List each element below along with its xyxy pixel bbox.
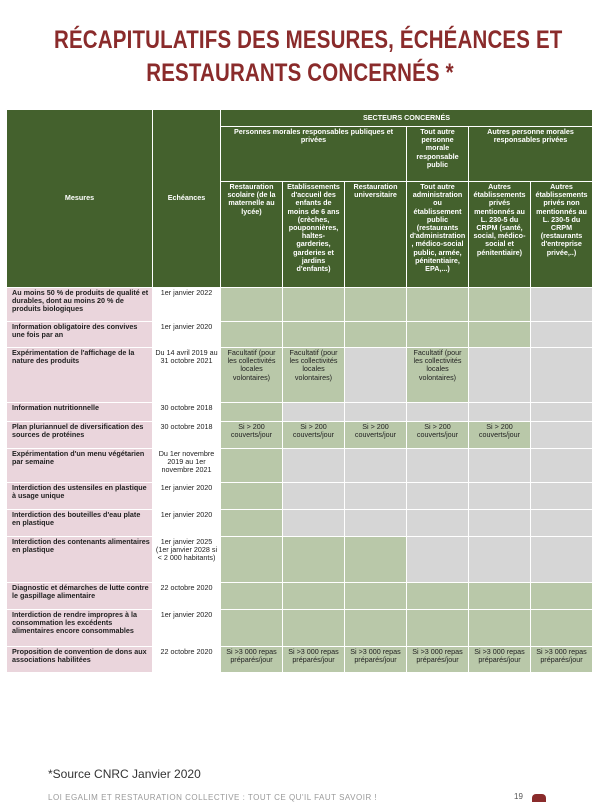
sector-cell: [407, 583, 469, 610]
sector-cell: Si > 200 couverts/jour: [283, 422, 345, 449]
sector-cell: [531, 610, 593, 647]
sector-cell: Si >3 000 repas préparés/jour: [407, 647, 469, 673]
sector-cell: Facultatif (pour les collectivités locales volontaires): [221, 348, 283, 403]
sector-cell: [345, 348, 407, 403]
sector-cell: [345, 510, 407, 537]
sector-cell: [531, 483, 593, 510]
sector-cell: [221, 483, 283, 510]
table-row: [7, 403, 593, 422]
sector-cell: [407, 403, 469, 422]
echeance-cell: 1er janvier 2020: [153, 322, 221, 348]
sector-cell: Facultatif (pour les collectivités locales volontaires): [407, 348, 469, 403]
sector-cell: Si >3 000 repas préparés/jour: [531, 647, 593, 673]
subheader-prive-mentionne: Autres établissements privés mentionnés au L. 230-5 du CRPM (santé, social, médico-social et pénitentiaire): [469, 182, 531, 288]
sector-cell: [221, 583, 283, 610]
table-row: [7, 322, 593, 348]
sector-cell: [407, 610, 469, 647]
mesure-cell: Interdiction de rendre impropres à la consommation les excédents alimentaires encore consommables: [7, 610, 153, 647]
sector-cell: [407, 483, 469, 510]
sector-cell: [469, 610, 531, 647]
page-title-line-1: RÉCAPITULATIFS DES MESURES, ÉCHÉANCES ET: [54, 26, 563, 54]
sector-cell: [283, 537, 345, 583]
table-row: [7, 288, 593, 322]
echeance-cell: 1er janvier 2020: [153, 610, 221, 647]
sector-cell: [469, 449, 531, 483]
mesure-cell: Diagnostic et démarches de lutte contre le gaspillage alimentaire: [7, 583, 153, 610]
sector-cell: [345, 403, 407, 422]
sector-cell: [345, 483, 407, 510]
sector-cell: [221, 288, 283, 322]
sector-cell: [407, 537, 469, 583]
table-row: [7, 422, 593, 449]
sector-cell: Si >3 000 repas préparés/jour: [345, 647, 407, 673]
mesure-cell: Expérimentation d'un menu végétarien par semaine: [7, 449, 153, 483]
sector-cell: [221, 449, 283, 483]
sector-cell: Si >3 000 repas préparés/jour: [469, 647, 531, 673]
echeance-cell: 22 octobre 2020: [153, 647, 221, 673]
page-title: [54, 24, 563, 90]
footer-text: LOI EGALIM ET RESTAURATION COLLECTIVE : TOUT CE QU'IL FAUT SAVOIR !: [48, 793, 378, 802]
sector-cell: [469, 322, 531, 348]
sector-cell: [345, 583, 407, 610]
sector-cell: [283, 610, 345, 647]
sector-cell: [221, 510, 283, 537]
sector-cell: Si > 200 couverts/jour: [407, 422, 469, 449]
sector-cell: [531, 322, 593, 348]
sector-cell: [221, 403, 283, 422]
mesure-cell: Interdiction des ustensiles en plastique à usage unique: [7, 483, 153, 510]
mesure-cell: Interdiction des contenants alimentaires en plastique: [7, 537, 153, 583]
table-row: [7, 537, 593, 583]
subheader-universitaire: Restauration universitaire: [345, 182, 407, 288]
sector-cell: [531, 449, 593, 483]
sector-cell: [345, 288, 407, 322]
sector-cell: [283, 510, 345, 537]
sector-cell: [283, 583, 345, 610]
column-header-mesures: Mesures: [7, 110, 153, 288]
echeance-cell: 30 octobre 2018: [153, 403, 221, 422]
page-number: 19: [514, 792, 523, 801]
subheader-prive-non-mentionne: Autres établissements privés non mentionnés au L. 230-5 du CRPM (restaurants d'entreprise privée,..): [531, 182, 593, 288]
sector-cell: [283, 322, 345, 348]
sector-cell: [407, 449, 469, 483]
mesure-cell: Plan pluriannuel de diversification des sources de protéines: [7, 422, 153, 449]
sector-cell: [469, 483, 531, 510]
echeance-cell: 1er janvier 2022: [153, 288, 221, 322]
sector-cell: [407, 510, 469, 537]
sector-cell: [407, 322, 469, 348]
group-header-other-public: Tout autre personne morale responsable public: [407, 127, 469, 182]
sector-cell: [221, 610, 283, 647]
table-row: [7, 610, 593, 647]
sector-cell: [221, 537, 283, 583]
sector-cell: [531, 422, 593, 449]
mesure-cell: Interdiction des bouteilles d'eau plate en plastique: [7, 510, 153, 537]
echeance-cell: 1er janvier 2020: [153, 483, 221, 510]
sector-cell: Si > 200 couverts/jour: [345, 422, 407, 449]
sector-cell: [283, 449, 345, 483]
page-marker-decoration: [532, 794, 546, 802]
subheader-petite-enfance: Etablissements d'accueil des enfants de moins de 6 ans (crèches, pouponnières, haltes-garderies, garderies et jardins d'enfants): [283, 182, 345, 288]
mesure-cell: Proposition de convention de dons aux associations habilitées: [7, 647, 153, 673]
sector-cell: [469, 288, 531, 322]
sector-cell: [531, 583, 593, 610]
table-row: [7, 449, 593, 483]
subheader-scolaire: Restauration scolaire (de la maternelle au lycée): [221, 182, 283, 288]
page-title-line-2: RESTAURANTS CONCERNÉS *: [146, 59, 454, 87]
sector-cell: [531, 510, 593, 537]
table-row: [7, 583, 593, 610]
sector-cell: Si > 200 couverts/jour: [221, 422, 283, 449]
sector-cell: Facultatif (pour les collectivités locales volontaires): [283, 348, 345, 403]
column-header-echeances: Echéances: [153, 110, 221, 288]
sector-cell: [469, 348, 531, 403]
subheader-administration: Tout autre administration ou établissement public (restaurants d'administration, médico-social public, armée, pénitentiaire, EPA,...): [407, 182, 469, 288]
group-header-public: Personnes morales responsables publiques et privées: [221, 127, 407, 182]
echeance-cell: Du 14 avril 2019 au 31 octobre 2021: [153, 348, 221, 403]
sector-cell: [469, 403, 531, 422]
source-note: *Source CNRC Janvier 2020: [48, 767, 201, 781]
sector-cell: [531, 288, 593, 322]
group-header-private: Autres personne morales responsables privées: [469, 127, 593, 182]
mesure-cell: Au moins 50 % de produits de qualité et durables, dont au moins 20 % de produits biologiques: [7, 288, 153, 322]
sector-cell: [345, 610, 407, 647]
sector-cell: [345, 322, 407, 348]
sector-cell: [531, 537, 593, 583]
echeance-cell: Du 1er novembre 2019 au 1er novembre 2021: [153, 449, 221, 483]
sector-cell: [345, 449, 407, 483]
sector-cell: [531, 403, 593, 422]
table-row: [7, 348, 593, 403]
echeance-cell: 30 octobre 2018: [153, 422, 221, 449]
mesure-cell: Information obligatoire des convives une fois par an: [7, 322, 153, 348]
sector-cell: [531, 348, 593, 403]
table-row: [7, 483, 593, 510]
sector-cell: [283, 403, 345, 422]
sector-cell: Si >3 000 repas préparés/jour: [221, 647, 283, 673]
echeance-cell: 1er janvier 2025 (1er janvier 2028 si < 2 000 habitants): [153, 537, 221, 583]
sector-cell: [469, 583, 531, 610]
mesure-cell: Information nutritionnelle: [7, 403, 153, 422]
sector-cell: [469, 537, 531, 583]
sector-cell: [283, 288, 345, 322]
sector-cell: [283, 483, 345, 510]
sector-cell: Si > 200 couverts/jour: [469, 422, 531, 449]
table-row: [7, 647, 593, 673]
mesure-cell: Expérimentation de l'affichage de la nature des produits: [7, 348, 153, 403]
echeance-cell: 22 octobre 2020: [153, 583, 221, 610]
sector-cell: [469, 510, 531, 537]
table-row: [7, 510, 593, 537]
echeance-cell: 1er janvier 2020: [153, 510, 221, 537]
sector-cell: [221, 322, 283, 348]
sector-cell: Si >3 000 repas préparés/jour: [283, 647, 345, 673]
summary-table: [6, 109, 593, 673]
sector-cell: [345, 537, 407, 583]
header-secteurs-concernes: SECTEURS CONCERNÉS: [221, 110, 593, 127]
sector-cell: [407, 288, 469, 322]
